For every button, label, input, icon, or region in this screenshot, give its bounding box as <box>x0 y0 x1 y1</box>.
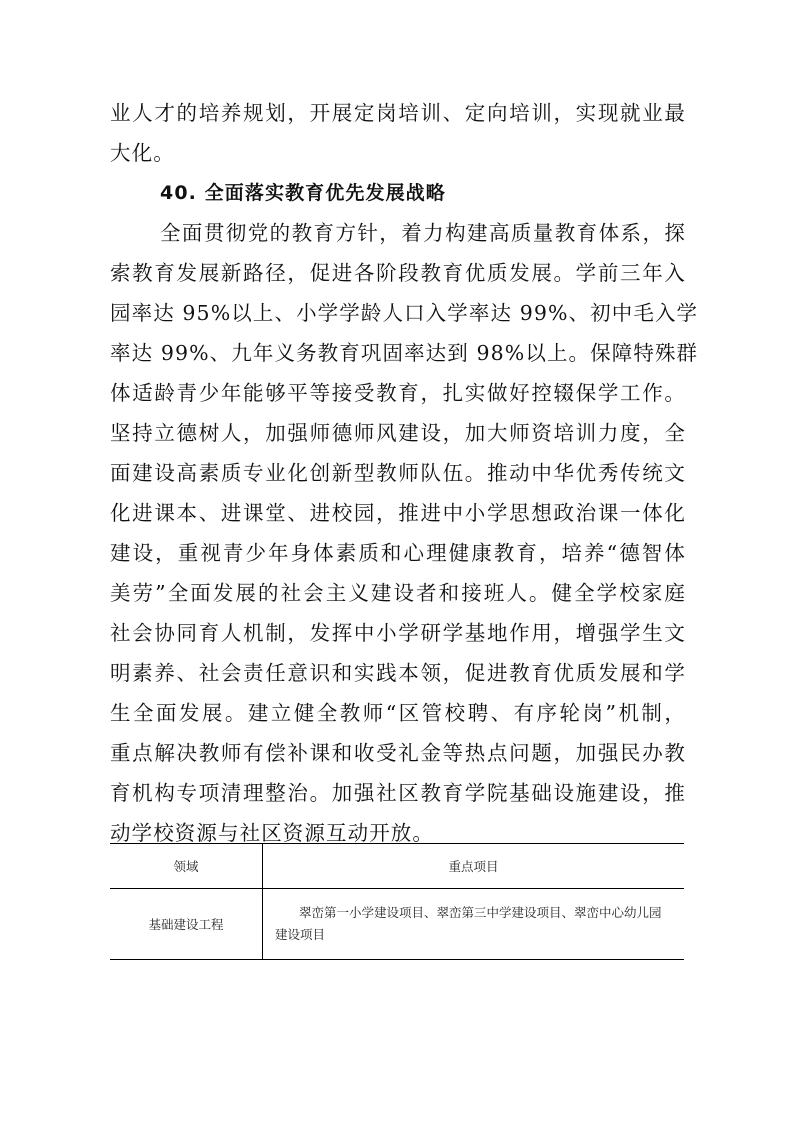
paragraph-line: 社会协同育人机制，发挥中小学研学基地作用，增强学生文 <box>110 621 686 645</box>
paragraph-line: 面建设高素质专业化创新型教师队伍。推动中华优秀传统文 <box>110 461 686 485</box>
paragraph-line: 索教育发展新路径，促进各阶段教育优质发展。学前三年入 <box>110 261 686 285</box>
paragraph-line: 体适龄青少年能够平等接受教育，扎实做好控辍保学工作。 <box>110 381 686 405</box>
section-heading: 40. 全面落实教育优先发展战略 <box>160 182 446 204</box>
paragraph-line: 坚持立德树人，加强师德师风建设，加大师资培训力度，全 <box>110 421 686 445</box>
table-row <box>110 889 684 960</box>
row-projects-cell: 翠峦第一小学建设项目、翠峦第三中学建设项目、翠峦中心幼儿园建设项目 <box>263 889 685 960</box>
paragraph-line: 生全面发展。建立健全教师“区管校聘、有序轮岗”机制， <box>110 701 686 725</box>
header-domain: 领域 <box>110 844 263 889</box>
paragraph-line: 明素养、社会责任意识和实践本领，促进教育优质发展和学 <box>110 661 686 685</box>
key-projects-table <box>110 843 684 960</box>
paragraph-line: 育机构专项清理整治。加强社区教育学院基础设施建设，推 <box>110 781 686 805</box>
paragraph-line: 美劳”全面发展的社会主义建设者和接班人。健全学校家庭 <box>110 581 686 605</box>
table-header-row <box>110 844 684 889</box>
header-key-projects: 重点项目 <box>263 844 685 889</box>
paragraph-line: 建设，重视青少年身体素质和心理健康教育，培养“德智体 <box>110 541 686 565</box>
paragraph-line: 动学校资源与社区资源互动开放。 <box>110 821 434 845</box>
paragraph-line: 园率达 95%以上、小学学龄人口入学率达 99%、初中毛入学 <box>110 301 699 325</box>
paragraph-line: 大化。 <box>110 141 175 165</box>
body-text <box>110 93 699 853</box>
paragraph-line: 化进课本、进课堂、进校园，推进中小学思想政治课一体化 <box>110 501 686 525</box>
paragraph-line: 重点解决教师有偿补课和收受礼金等热点问题，加强民办教 <box>110 741 686 765</box>
paragraph-line: 业人才的培养规划，开展定岗培训、定向培训，实现就业最 <box>110 101 686 125</box>
paragraph-line: 率达 99%、九年义务教育巩固率达到 98%以上。保障特殊群 <box>110 341 699 365</box>
paragraph-line: 全面贯彻党的教育方针，着力构建高质量教育体系，探 <box>160 221 686 245</box>
row-domain-cell: 基础建设工程 <box>110 889 263 960</box>
